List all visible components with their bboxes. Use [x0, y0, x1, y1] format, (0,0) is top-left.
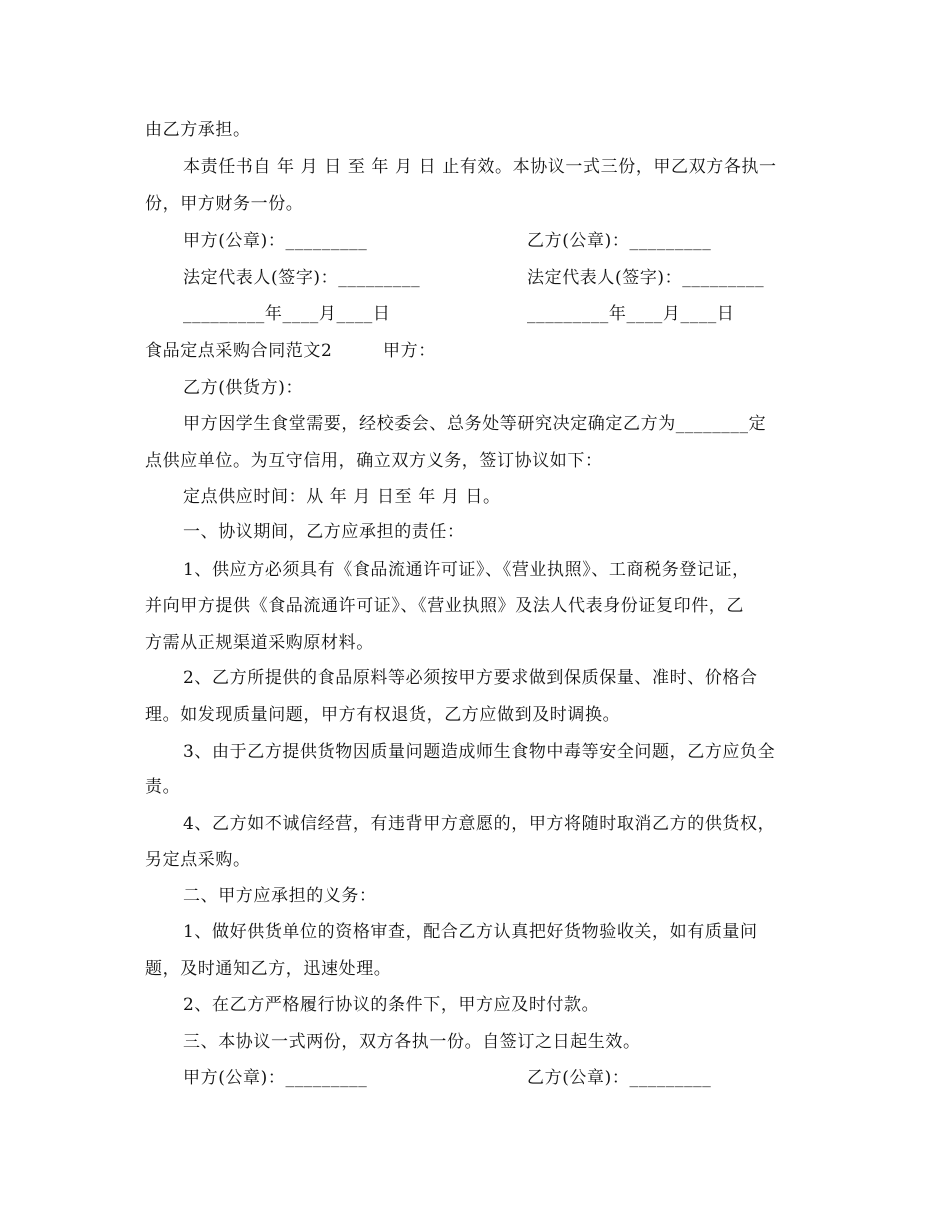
paragraph-line: 份，甲方财务一份。 — [145, 194, 304, 214]
party-a-seal: 甲方(公章)：_________ — [183, 1068, 368, 1088]
paragraph-line: 2、乙方所提供的食品原料等必须按甲方要求做到保质保量、准时、价格合 — [183, 668, 758, 688]
paragraph-line: 4、乙方如不诚信经营，有违背甲方意愿的，甲方将随时取消乙方的供货权， — [183, 814, 776, 834]
paragraph-line: 点供应单位。为互守信用，确立双方义务，签订协议如下： — [145, 451, 603, 471]
paragraph-line: 责。 — [145, 777, 181, 797]
paragraph-line: 定点供应时间：从 年 月 日至 年 月 日。 — [183, 487, 501, 507]
party-a-seal: 甲方(公章)：_________ — [183, 231, 368, 251]
paragraph-line: 2、在乙方严格履行协议的条件下，甲方应及时付款。 — [183, 995, 600, 1015]
paragraph-line: 方需从正规渠道采购原材料。 — [145, 633, 374, 653]
party-a-representative: 法定代表人(签字)：_________ — [183, 268, 421, 288]
paragraph-line: 由乙方承担。 — [145, 120, 251, 140]
paragraph-line: 甲方因学生食堂需要，经校委会、总务处等研究决定确定乙方为________定 — [183, 414, 767, 434]
party-b-representative: 法定代表人(签字)：_________ — [527, 268, 765, 288]
paragraph-line: 本责任书自 年 月 日 至 年 月 日 止有效。本协议一式三份，甲乙双方各执一 — [183, 157, 777, 177]
paragraph-line: 并向甲方提供《食品流通许可证》、《营业执照》及法人代表身份证复印件，乙 — [145, 596, 744, 616]
paragraph-line: 另定点采购。 — [145, 850, 251, 870]
party-b-seal: 乙方(公章)：_________ — [527, 231, 712, 251]
paragraph-line: 题，及时通知乙方，迅速处理。 — [145, 959, 392, 979]
party-a-label: 甲方： — [383, 341, 436, 361]
clause-heading: 三、本协议一式两份，双方各执一份。自签订之日起生效。 — [183, 1032, 641, 1052]
clause-heading: 一、协议期间，乙方应承担的责任： — [183, 522, 465, 542]
paragraph-line: 1、做好供货单位的资格审查，配合乙方认真把好货物验收关，如有质量问 — [183, 922, 758, 942]
party-b-date: _________年____月____日 — [527, 304, 735, 324]
party-b-seal: 乙方(公章)：_________ — [527, 1068, 712, 1088]
paragraph-line: 3、由于乙方提供货物因质量问题造成师生食物中毒等安全问题，乙方应负全 — [183, 742, 776, 762]
paragraph-line: 1、供应方必须具有《食品流通许可证》、《营业执照》、工商税务登记证， — [183, 560, 750, 580]
section-title: 食品定点采购合同范文2 — [145, 341, 333, 361]
paragraph-line: 理。如发现质量问题，甲方有权退货，乙方应做到及时调换。 — [145, 705, 621, 725]
party-b-label: 乙方(供货方)： — [183, 378, 304, 398]
clause-heading: 二、甲方应承担的义务： — [183, 886, 377, 906]
party-a-date: _________年____月____日 — [183, 304, 391, 324]
